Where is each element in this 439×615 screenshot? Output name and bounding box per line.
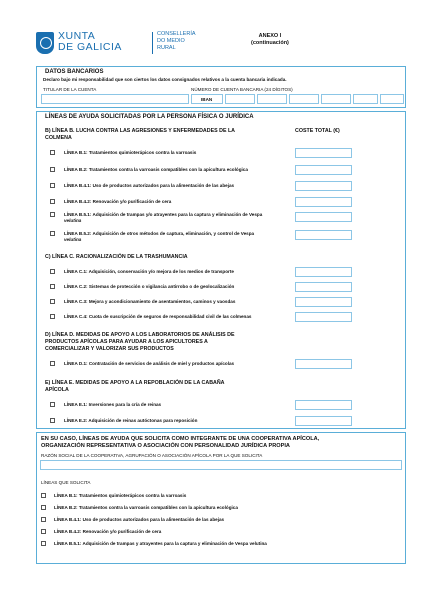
label-b2: LÍNEA B.2: Tratamientos contra la varroasis compatibles con la apicultura ecológica xyxy=(64,167,248,172)
bank-section xyxy=(36,66,406,108)
logo-line-1: XUNTA xyxy=(58,30,96,42)
checkbox-c4[interactable] xyxy=(50,314,55,319)
label-e1: LÍNEA E.1: Inversiones para la cría de reinas xyxy=(64,402,162,407)
account-holder-label: TITULAR DE LA CUENTA xyxy=(43,87,97,92)
label-b51-line1: LÍNEA B.5.1: Adquisición de trampas y/o atrayentes para la captura y eliminación de Vespa xyxy=(64,212,263,217)
cost-d1[interactable] xyxy=(295,359,352,369)
aid-lines-section xyxy=(36,111,406,429)
iban-label: IBAN xyxy=(201,97,213,102)
logo-divider xyxy=(152,32,153,54)
label-b41: LÍNEA B.4.1: Uso de productos autorizados para la alimentación de las abejas xyxy=(64,183,235,188)
logo-line-2: DE GALICIA xyxy=(58,41,122,53)
coop-label-b51: LÍNEA B.5.1: Adquisición de trampas y atrayentes para la captura y eliminación de Vespa velutina xyxy=(54,541,267,546)
label-b42: LÍNEA B.4.2: Renovación y/o purificación de cera xyxy=(64,199,172,204)
annex-title: ANEXO I xyxy=(258,33,282,39)
coop-name-input[interactable] xyxy=(40,460,402,470)
label-c1: LÍNEA C.1: Adquisición, conservación y/o mejora de los medios de transporte xyxy=(64,269,234,274)
annex-subtitle: (continuación) xyxy=(251,39,289,46)
checkbox-c1[interactable] xyxy=(50,269,55,274)
cost-c3[interactable] xyxy=(295,297,352,307)
label-c4: LÍNEA C.4: Cuota de suscripción de seguros de responsabilidad civil de las colmenas xyxy=(64,314,252,319)
group-e-heading-1: E) LÍNEA E. MEDIDAS DE APOYO A LA REPOBLACIÓN DE LA CABAÑA xyxy=(45,380,225,386)
xunta-shield-icon xyxy=(36,32,54,54)
cost-c1[interactable] xyxy=(295,267,352,277)
coop-checkbox-b1[interactable] xyxy=(41,493,46,498)
label-b51-line2: velutina xyxy=(64,218,82,223)
account-digits-5[interactable] xyxy=(353,94,378,104)
coop-label-b1: LÍNEA B.1: Tratamientos quimioterápicos contra la varroasis xyxy=(54,493,187,498)
cost-e2[interactable] xyxy=(295,416,352,426)
iban-label-box xyxy=(191,94,223,104)
coop-checkbox-b51[interactable] xyxy=(41,541,46,546)
cost-b42[interactable] xyxy=(295,197,352,207)
cost-total-header: COSTE TOTAL (€) xyxy=(295,128,340,134)
page-header xyxy=(36,30,416,64)
checkbox-c3[interactable] xyxy=(50,299,55,304)
coop-checkbox-b41[interactable] xyxy=(41,517,46,522)
label-d1: LÍNEA D.1: Contratación de servicios de análisis de miel y productos apícolas xyxy=(64,361,235,366)
dept-line-2: DO MEDIO xyxy=(157,38,185,44)
label-c2: LÍNEA C.2: Sistemas de protección o vigilancia antirrobo o de geolocalización xyxy=(64,284,235,289)
cost-b1[interactable] xyxy=(295,148,352,158)
label-e2: LÍNEA E.2: Adquisición de reinas autóctonas para reposición xyxy=(64,418,198,423)
coop-label-b2: LÍNEA B.2: Tratamientos contra la varroasis compatibles con la apicultura ecológica xyxy=(54,505,238,510)
dept-line-3: RURAL xyxy=(157,45,176,51)
group-b-heading-1: B) LÍNEA B. LUCHA CONTRA LAS AGRESIONES Y ENFERMEDADES DE LA xyxy=(45,128,236,134)
annex-heading xyxy=(251,33,289,46)
coop-checkbox-b42[interactable] xyxy=(41,529,46,534)
department-name xyxy=(157,31,196,52)
cost-b51[interactable] xyxy=(295,212,352,222)
checkbox-e2[interactable] xyxy=(50,418,55,423)
checkbox-b52[interactable] xyxy=(50,231,55,236)
cost-e1[interactable] xyxy=(295,400,352,410)
cost-b41[interactable] xyxy=(295,181,352,191)
checkbox-b1[interactable] xyxy=(50,150,55,155)
checkbox-c2[interactable] xyxy=(50,284,55,289)
account-digits-3[interactable] xyxy=(289,94,319,104)
account-digits-4[interactable] xyxy=(321,94,351,104)
checkbox-e1[interactable] xyxy=(50,402,55,407)
checkbox-b41[interactable] xyxy=(50,183,55,188)
cost-c2[interactable] xyxy=(295,282,352,292)
logo-text xyxy=(58,31,122,53)
label-b52-line2: velutina xyxy=(64,237,82,242)
checkbox-b51[interactable] xyxy=(50,212,55,217)
aid-lines-title: LÍNEAS DE AYUDA SOLICITADAS POR LA PERSONA FÍSICA O JURÍDICA xyxy=(45,114,254,120)
cooperative-section xyxy=(36,432,406,564)
cost-b52[interactable] xyxy=(295,230,352,240)
group-d-heading-1: D) LÍNEA D. MEDIDAS DE APOYO A LOS LABORATORIOS DE ANÁLISIS DE xyxy=(45,332,235,338)
account-holder-input[interactable] xyxy=(41,94,189,104)
group-e-heading-2: APÍCOLA xyxy=(45,387,69,393)
group-c-heading: C) LÍNEA C. RACIONALIZACIÓN DE LA TRASHUMANCIA xyxy=(45,254,188,260)
label-c3: LÍNEA C.3: Mejora y acondicionamiento de asentamientos, caminos y vaosdas xyxy=(64,299,236,304)
coop-title-2: ORGANIZACIÓN REPRESENTATIVA O ASOCIACIÓN CON PERSONALIDAD JURÍDICA PROPIA xyxy=(41,443,290,449)
coop-name-label: RAZÓN SOCIAL DE LA COOPERATIVA, AGRUPACIÓN O ASOCIACIÓN APÍCOLA POR LA QUE SOLICITA xyxy=(41,453,263,458)
coop-checkbox-b2[interactable] xyxy=(41,505,46,510)
coop-label-b41: LÍNEA B.4.1: Uso de productos autorizados para la alimentación de las abejas xyxy=(54,517,225,522)
checkbox-d1[interactable] xyxy=(50,361,55,366)
account-digits-1[interactable] xyxy=(225,94,255,104)
label-b1: LÍNEA B.1: Tratamientos quimioterápicos contra la varroasis xyxy=(64,150,197,155)
checkbox-b2[interactable] xyxy=(50,167,55,172)
account-digits-2[interactable] xyxy=(257,94,287,104)
coop-label-b42: LÍNEA B.4.2: Renovación y/o purificación de cera xyxy=(54,529,162,534)
account-number-label: NÚMERO DE CUENTA BANCARIA (24 DÍGITOS) xyxy=(191,87,293,92)
bank-title: DATOS BANCARIOS xyxy=(45,69,104,75)
coop-lines-label: LÍNEAS QUE SOLICITA xyxy=(41,480,91,485)
cost-c4[interactable] xyxy=(295,312,352,322)
cost-b2[interactable] xyxy=(295,165,352,175)
group-d-heading-3: COMERCIALIZAR Y VALORIZAR SUS PRODUCTOS xyxy=(45,346,174,352)
account-digits-6[interactable] xyxy=(380,94,404,104)
label-b52-line1: LÍNEA B.5.2: Adquisición de otros métodos de captura, eliminación, y control de Vespa xyxy=(64,231,255,236)
group-d-heading-2: PRODUCTOS APÍCOLAS PARA AYUDAR A LOS APICULTORES A xyxy=(45,339,208,345)
bank-declaration: Declaro bajo mi responsabilidad que son ciertos los datos consignados relativos a la cuenta bancaria indicada. xyxy=(43,77,287,82)
coop-title-1: EN SU CASO, LÍNEAS DE AYUDA QUE SOLICITA COMO INTEGRANTE DE UNA COOPERATIVA APÍCOLA, xyxy=(41,436,320,442)
checkbox-b42[interactable] xyxy=(50,199,55,204)
group-b-heading-2: COLMENA xyxy=(45,135,72,141)
dept-line-1: CONSELLERÍA xyxy=(157,31,196,37)
